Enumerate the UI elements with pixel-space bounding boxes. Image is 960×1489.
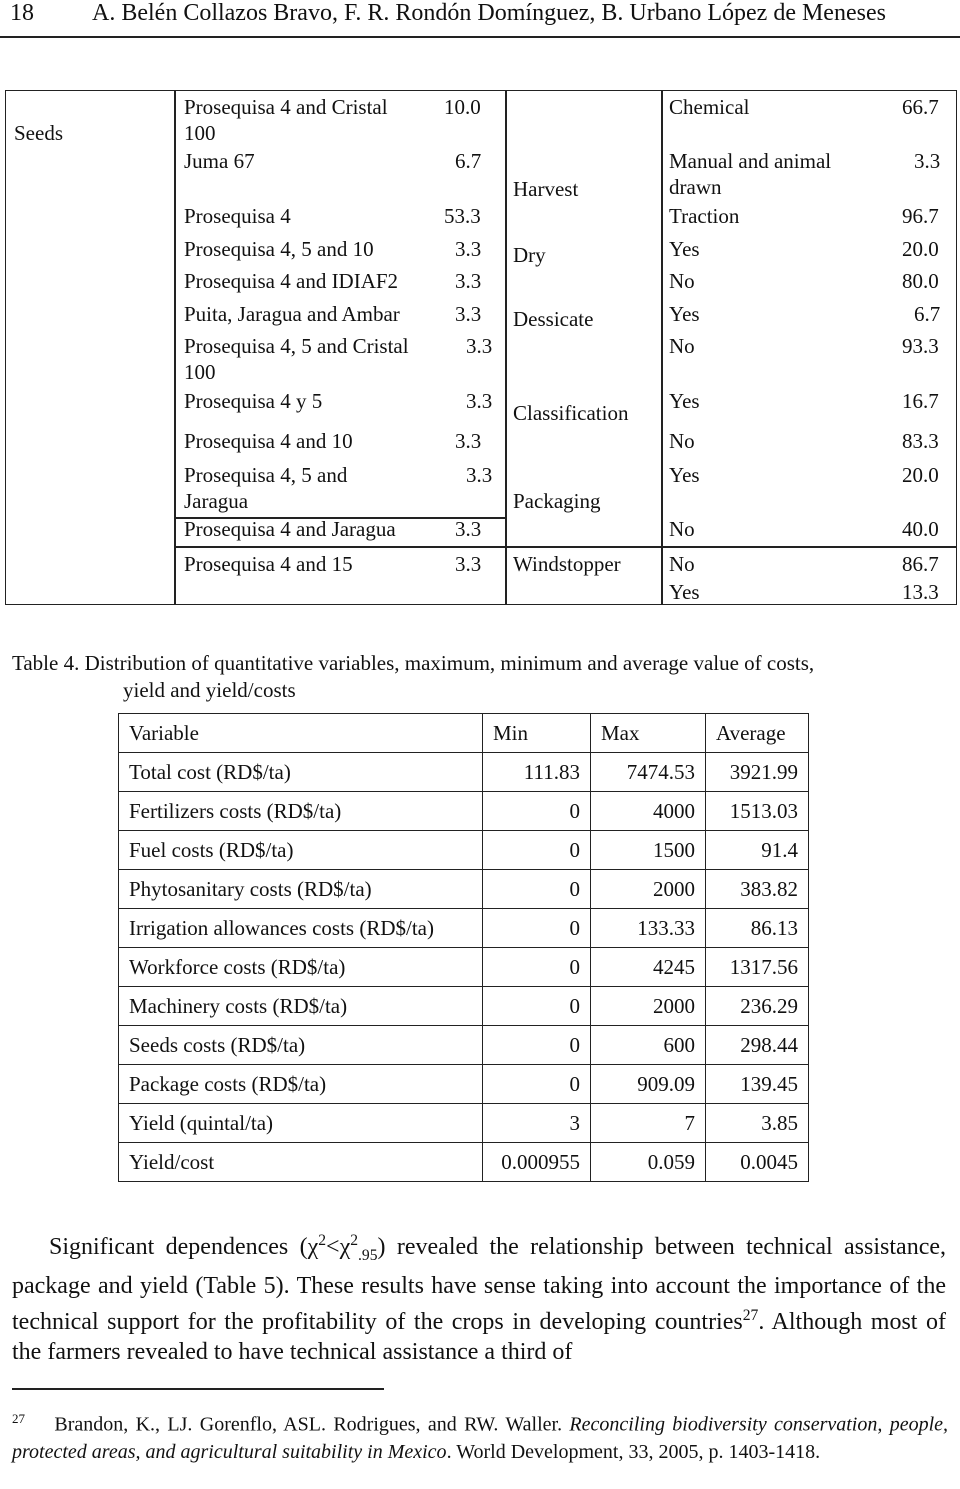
group-windstopper: Windstopper: [513, 552, 621, 576]
table-cell: Yield/cost: [119, 1143, 483, 1182]
option-value: 83.3: [902, 429, 939, 453]
table-divider: [505, 546, 957, 548]
table-cell: 3921.99: [706, 753, 809, 792]
seed-name: Prosequisa 4 y 5: [184, 389, 323, 413]
option-value: 13.3: [902, 580, 939, 604]
table-row: [119, 1065, 809, 1104]
table-cell: 4245: [591, 948, 706, 987]
seed-name: Prosequisa 4 and IDIAF2: [184, 269, 399, 293]
option-label: Yes: [669, 237, 700, 261]
option-value: 96.7: [902, 204, 939, 228]
seed-name-cont: 100: [184, 121, 216, 145]
header-rule: [0, 36, 960, 38]
table-row: [119, 1026, 809, 1065]
header-authors: A. Belén Collazos Bravo, F. R. Rondón Domínguez, B. Urbano López de Meneses: [92, 0, 886, 26]
table-cell: Total cost (RD$/ta): [119, 753, 483, 792]
seed-name-cont: Jaragua: [184, 489, 249, 513]
table-cell: 909.09: [591, 1065, 706, 1104]
seed-value: 3.3: [455, 552, 482, 576]
seed-value: 3.3: [455, 237, 482, 261]
seed-name: Prosequisa 4, 5 and: [184, 463, 348, 487]
option-value: 20.0: [902, 237, 939, 261]
option-value: 16.7: [902, 389, 939, 413]
table-divider: [174, 91, 176, 604]
table-cell: 133.33: [591, 909, 706, 948]
option-value: 40.0: [902, 517, 939, 541]
option-label: Yes: [669, 389, 700, 413]
seed-value: 3.3: [455, 517, 482, 541]
table-cell: 0: [483, 1065, 591, 1104]
seed-value: 6.7: [455, 149, 482, 173]
table-cell: 0.0045: [706, 1143, 809, 1182]
table-cell: 3.85: [706, 1104, 809, 1143]
option-label: No: [669, 269, 695, 293]
option-value: 20.0: [902, 463, 939, 487]
option-label: Chemical: [669, 95, 750, 119]
seed-name: Juma 67: [184, 149, 255, 173]
seed-name: Prosequisa 4 and 15: [184, 552, 353, 576]
table-row: [119, 792, 809, 831]
group-classification: Classification: [513, 401, 629, 425]
table-header-row: [119, 714, 809, 753]
table-cell: 0.059: [591, 1143, 706, 1182]
table-cell: 0: [483, 831, 591, 870]
footnote-authors: Brandon, K., LJ. Gorenflo, ASL. Rodrigues, and RW. Waller.: [54, 1413, 563, 1436]
table-4: [118, 713, 809, 1182]
group-packaging: Packaging: [513, 489, 601, 513]
table-divider: [661, 91, 663, 604]
table-cell: 1500: [591, 831, 706, 870]
table-cell: 139.45: [706, 1065, 809, 1104]
superscript: 2: [350, 1232, 359, 1249]
option-label: Yes: [669, 580, 700, 604]
column-header: Min: [483, 714, 591, 753]
table-row: [119, 909, 809, 948]
seed-value: 3.3: [455, 429, 482, 453]
option-label: No: [669, 552, 695, 576]
table-cell: 600: [591, 1026, 706, 1065]
table-cell: 86.13: [706, 909, 809, 948]
table-cell: 298.44: [706, 1026, 809, 1065]
seed-name: Prosequisa 4 and Cristal: [184, 95, 388, 119]
table-4-caption: [12, 650, 948, 704]
seed-value: 3.3: [466, 334, 493, 358]
table-cell: Fuel costs (RD$/ta): [119, 831, 483, 870]
footnote-ref: 27: [742, 1306, 759, 1324]
table-divider: [505, 91, 507, 604]
group-harvest: Harvest: [513, 177, 579, 201]
seed-value: 3.3: [455, 302, 482, 326]
group-dry: Dry: [513, 243, 546, 267]
table-cell: Yield (quintal/ta): [119, 1104, 483, 1143]
table-cell: Workforce costs (RD$/ta): [119, 948, 483, 987]
table-cell: 0: [483, 987, 591, 1026]
seed-name: Prosequisa 4: [184, 204, 291, 228]
table-cell: 2000: [591, 870, 706, 909]
column-header: Variable: [119, 714, 483, 753]
table-cell: 0: [483, 792, 591, 831]
table-4-caption-text: Distribution of quantitative variables, maximum, minimum and average value of costs,: [84, 651, 815, 675]
seed-value: 53.3: [444, 204, 481, 228]
option-label: No: [669, 517, 695, 541]
table-cell: 7: [591, 1104, 706, 1143]
footnote-rest: . World Development, 33, 2005, p. 1403-1418.: [446, 1440, 821, 1463]
table-cell: 91.4: [706, 831, 809, 870]
table-cell: 0: [483, 948, 591, 987]
paragraph-part: <χ: [326, 1234, 351, 1260]
option-label: Traction: [669, 204, 740, 228]
table-cell: 4000: [591, 792, 706, 831]
table-cell: 1317.56: [706, 948, 809, 987]
table-cell: Seeds costs (RD$/ta): [119, 1026, 483, 1065]
option-value: 3.3: [914, 149, 941, 173]
page-number: 18: [10, 0, 34, 26]
seed-value: 3.3: [466, 389, 493, 413]
seed-name: Prosequisa 4 and Jaragua: [184, 517, 396, 541]
seed-name: Prosequisa 4, 5 and 10: [184, 237, 374, 261]
seed-value: 3.3: [455, 269, 482, 293]
table-cell: 0: [483, 870, 591, 909]
option-value: 6.7: [914, 302, 941, 326]
subscript: .95: [358, 1246, 378, 1264]
option-label: No: [669, 334, 695, 358]
table-cell: Irrigation allowances costs (RD$/ta): [119, 909, 483, 948]
table-cell: 3: [483, 1104, 591, 1143]
option-value: 80.0: [902, 269, 939, 293]
table-cell: Fertilizers costs (RD$/ta): [119, 792, 483, 831]
option-value: 93.3: [902, 334, 939, 358]
table-cell: 236.29: [706, 987, 809, 1026]
seed-value: 3.3: [466, 463, 493, 487]
option-label: Manual and animal: [669, 149, 832, 173]
table-cell: 7474.53: [591, 753, 706, 792]
table-row: [119, 831, 809, 870]
table-row: [119, 987, 809, 1026]
column-header: Average: [706, 714, 809, 753]
option-label-cont: drawn: [669, 175, 722, 199]
paragraph-part: . Although most of the farmers revealed to have technical assistance a third of: [12, 1308, 946, 1365]
table-divider: [174, 546, 506, 548]
column-header: Max: [591, 714, 706, 753]
paragraph-text: [12, 1226, 946, 1367]
table-cell: 1513.03: [706, 792, 809, 831]
option-value: 66.7: [902, 95, 939, 119]
footnote: [12, 1405, 948, 1466]
option-label: Yes: [669, 463, 700, 487]
table-4-label: Table 4.: [12, 651, 80, 675]
table-cell: Machinery costs (RD$/ta): [119, 987, 483, 1026]
footnote-number: 27: [12, 1411, 25, 1426]
table-cell: 2000: [591, 987, 706, 1026]
table-cell: 383.82: [706, 870, 809, 909]
table-3-continued: [5, 90, 957, 605]
table-row: [119, 1143, 809, 1182]
option-label: No: [669, 429, 695, 453]
superscript: 2: [318, 1232, 327, 1249]
paragraph-part: ) revealed the relationship between technical assistance, package and yield (Table 5). These results have sense taking into account the importance of the technical support for the profitability of the crops in developing countries: [12, 1234, 946, 1335]
table-row: [119, 1104, 809, 1143]
table-cell: 0.000955: [483, 1143, 591, 1182]
running-header: [0, 0, 960, 40]
table-row: [119, 948, 809, 987]
paragraph-part: Significant dependences (χ: [49, 1234, 319, 1260]
option-label: Yes: [669, 302, 700, 326]
body-paragraph: [12, 1226, 946, 1367]
table-cell: Phytosanitary costs (RD$/ta): [119, 870, 483, 909]
seed-name: Puita, Jaragua and Ambar: [184, 302, 400, 326]
seed-name: Prosequisa 4, 5 and Cristal: [184, 334, 409, 358]
table-cell: 0: [483, 909, 591, 948]
seed-name: Prosequisa 4 and 10: [184, 429, 353, 453]
footnote-title: Reconciling biodiversity conservation, people, protected areas, and agricultural suitability in Mexico: [12, 1413, 949, 1463]
table-cell: 0: [483, 1026, 591, 1065]
table-4-caption-text-cont: yield and yield/costs: [123, 678, 296, 702]
option-value: 86.7: [902, 552, 939, 576]
group-dessicate: Dessicate: [513, 307, 594, 331]
seeds-group-label: Seeds: [14, 121, 63, 145]
seed-name-cont: 100: [184, 360, 216, 384]
table-cell: 111.83: [483, 753, 591, 792]
table-cell: Package costs (RD$/ta): [119, 1065, 483, 1104]
table-row: [119, 753, 809, 792]
table-row: [119, 870, 809, 909]
seed-value: 10.0: [444, 95, 481, 119]
footnote-rule: [12, 1388, 384, 1390]
